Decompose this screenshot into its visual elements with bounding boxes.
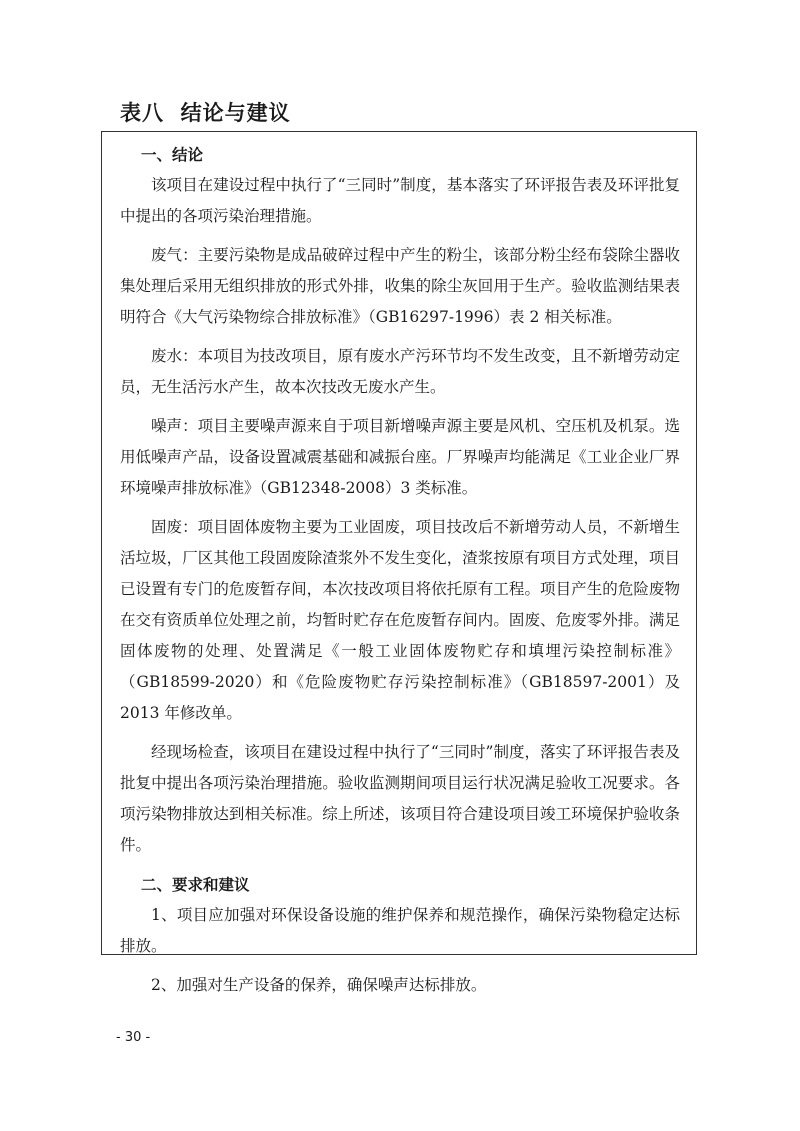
suggestion-item-1: 1、项目应加强对环保设备设施的维护保养和规范操作，确保污染物稳定达标排放。 [120, 906, 680, 955]
page-title: 表八 结论与建议 [120, 101, 291, 125]
page-number: - 30 - [116, 1030, 151, 1045]
paragraph-exhaust-gas: 废气：主要污染物是成品破碎过程中产生的粉尘，该部分粉尘经布袋除尘器收集处理后采用无组织排放的形式外排，收集的除尘灰回用于生产。验收监测结果表明符合《大气污染物综合排放标准》（GB16297-1996）表 2 相关标准。 [120, 246, 680, 326]
paragraph-inspection-conclusion: 经现场检查，该项目在建设过程中执行了“三同时”制度，落实了环评报告表及批复中提出各项污染治理措施。验收监测期间项目运行状况满足验收工况要求。各项污染物排放达到相关标准。综上所述，该项目符合建设项目竣工环境保护验收条件。 [120, 743, 680, 854]
content-area [120, 139, 680, 1001]
paragraph-solid-waste: 固废：项目固体废物主要为工业固废，项目技改后不新增劳动人员，不新增生活垃圾，厂区其他工段固废除渣浆外不发生变化，渣浆按原有项目方式处理，项目已设置有专门的危废暂存间，本次技改项目将依托原有工程。项目产生的危险废物在交有资质单位处理之前，均暂时贮存在危废暂存间内。固废、危废零外排。满足固体废物的处理、处置满足《一般工业固体废物贮存和填埋污染控制标准》（GB18599-2020）和《危险废物贮存污染控制标准》（GB18597-2001）及 2013 年修改单。 [120, 518, 680, 722]
paragraph-wastewater: 废水：本项目为技改项目，原有废水产污环节均不发生改变，且不新增劳动定员，无生活污水产生，故本次技改无废水产生。 [120, 347, 680, 396]
section-heading-conclusion: 一、结论 [141, 145, 204, 164]
suggestion-item-2: 2、加强对生产设备的保养，确保噪声达标排放。 [151, 976, 487, 994]
paragraph-noise: 噪声：项目主要噪声源来自于项目新增噪声源主要是风机、空压机及机泵。选用低噪声产品，设备设置减震基础和减振台座。厂界噪声均能满足《工业企业厂界环境噪声排放标准》（GB12348-2008）3 类标准。 [120, 417, 680, 497]
paragraph-summary: 该项目在建设过程中执行了“三同时”制度，基本落实了环评报告表及环评批复中提出的各项污染治理措施。 [120, 176, 680, 225]
section-heading-suggestions: 二、要求和建议 [141, 875, 250, 894]
